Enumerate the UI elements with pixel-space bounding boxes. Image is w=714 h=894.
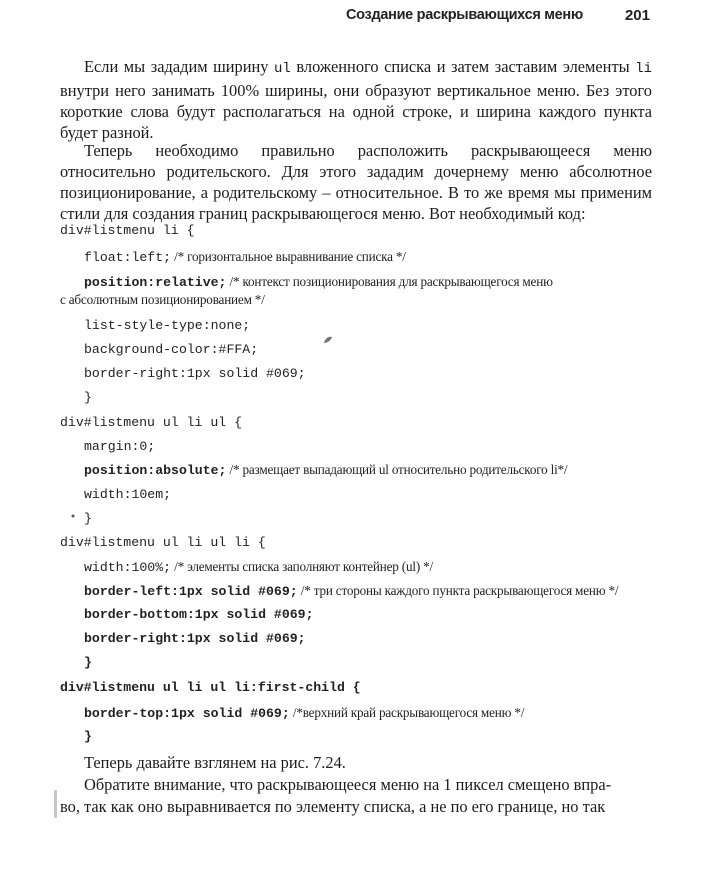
code-line-11: width:10em;	[84, 487, 172, 502]
code-line-21: }	[84, 729, 92, 744]
code-line-14	[84, 559, 433, 575]
code-line-3-code: position:relative;	[84, 275, 227, 290]
paragraph-4-line-1: Обратите внимание, что раскрывающееся меню на 1 пиксел смещено впра-	[84, 775, 612, 794]
paragraph-1-text-b: вложенного списка и затем заставим элементы	[290, 57, 636, 76]
code-line-18: }	[84, 655, 92, 670]
ink-smudge-mark	[322, 334, 334, 346]
code-line-7: }	[84, 390, 92, 405]
paragraph-1-text-a: Если мы зададим ширину	[84, 57, 275, 76]
code-line-14-comment: /* элементы списка заполняют контейнер (ul) */	[171, 559, 433, 574]
chapter-title: Создание раскрывающихся меню	[346, 7, 583, 23]
paragraph-4-line-2: во, так как оно выравнивается по элементу списка, а не по его границе, но так	[60, 797, 606, 816]
code-line-14-code: width:100%;	[84, 560, 172, 575]
paragraph-2: Теперь необходимо правильно расположить раскрывающееся меню относительно родительского. Для этого зададим дочернему меню абсолютное позиционирование, а родительскому – относительное. В то же время мы применим стили для создания границ раскрывающегося меню. Вот необходимый код:	[60, 141, 652, 223]
inline-code-ul: ul	[274, 61, 291, 77]
ink-dot-mark	[70, 513, 76, 519]
paragraph-3: Теперь давайте взглянем на рис. 7.24.	[84, 753, 346, 772]
code-line-9: margin:0;	[84, 439, 156, 454]
inline-code-li: li	[635, 61, 652, 77]
code-line-15-comment: /* три стороны каждого пункта раскрывающегося меню */	[297, 583, 619, 598]
code-line-2-comment: /* горизонтальное выравнивание списка */	[171, 249, 406, 264]
code-line-10-comment: /* размещает выпадающий ul относительно родительского li*/	[226, 462, 568, 477]
code-line-20-comment: /*верхний край раскрывающегося меню */	[289, 705, 525, 720]
code-line-4: list-style-type:none;	[84, 318, 251, 333]
code-line-2-code: float:left;	[84, 250, 172, 265]
code-line-15	[84, 583, 618, 599]
code-line-15-code: border-left:1px solid #069;	[84, 584, 298, 599]
code-line-13: div#listmenu ul li ul li {	[60, 535, 266, 550]
code-line-3	[84, 274, 553, 290]
code-line-8: div#listmenu ul li ul {	[60, 415, 243, 430]
code-line-20-code: border-top:1px solid #069;	[84, 706, 290, 721]
code-line-10	[84, 462, 567, 478]
margin-scan-shadow	[54, 790, 57, 818]
page-number: 201	[624, 7, 650, 24]
code-line-19: div#listmenu ul li ul li:first-child {	[60, 680, 361, 695]
code-line-6: border-right:1px solid #069;	[84, 366, 306, 381]
code-line-16: border-bottom:1px solid #069;	[84, 607, 314, 622]
code-line-3b-comment: с абсолютным позиционированием */	[60, 292, 265, 307]
code-line-1: div#listmenu li {	[60, 223, 195, 238]
code-line-20	[84, 705, 524, 721]
code-line-10-code: position:absolute;	[84, 463, 227, 478]
code-line-5: background-color:#FFA;	[84, 342, 259, 357]
code-line-12: }	[84, 511, 92, 526]
code-line-17: border-right:1px solid #069;	[84, 631, 306, 646]
running-header	[340, 6, 660, 26]
paragraph-1	[60, 56, 652, 143]
paragraph-1-text-c: внутри него занимать 100% ширины, они образуют вертикальное меню. Без этого короткие слова будут располагаться на одной строке, и ширина каждого пункта будет разной.	[60, 81, 652, 142]
code-line-3-comment: /* контекст позиционирования для раскрывающегося меню	[226, 274, 553, 289]
code-line-3b	[60, 292, 265, 308]
code-line-2	[84, 249, 406, 265]
